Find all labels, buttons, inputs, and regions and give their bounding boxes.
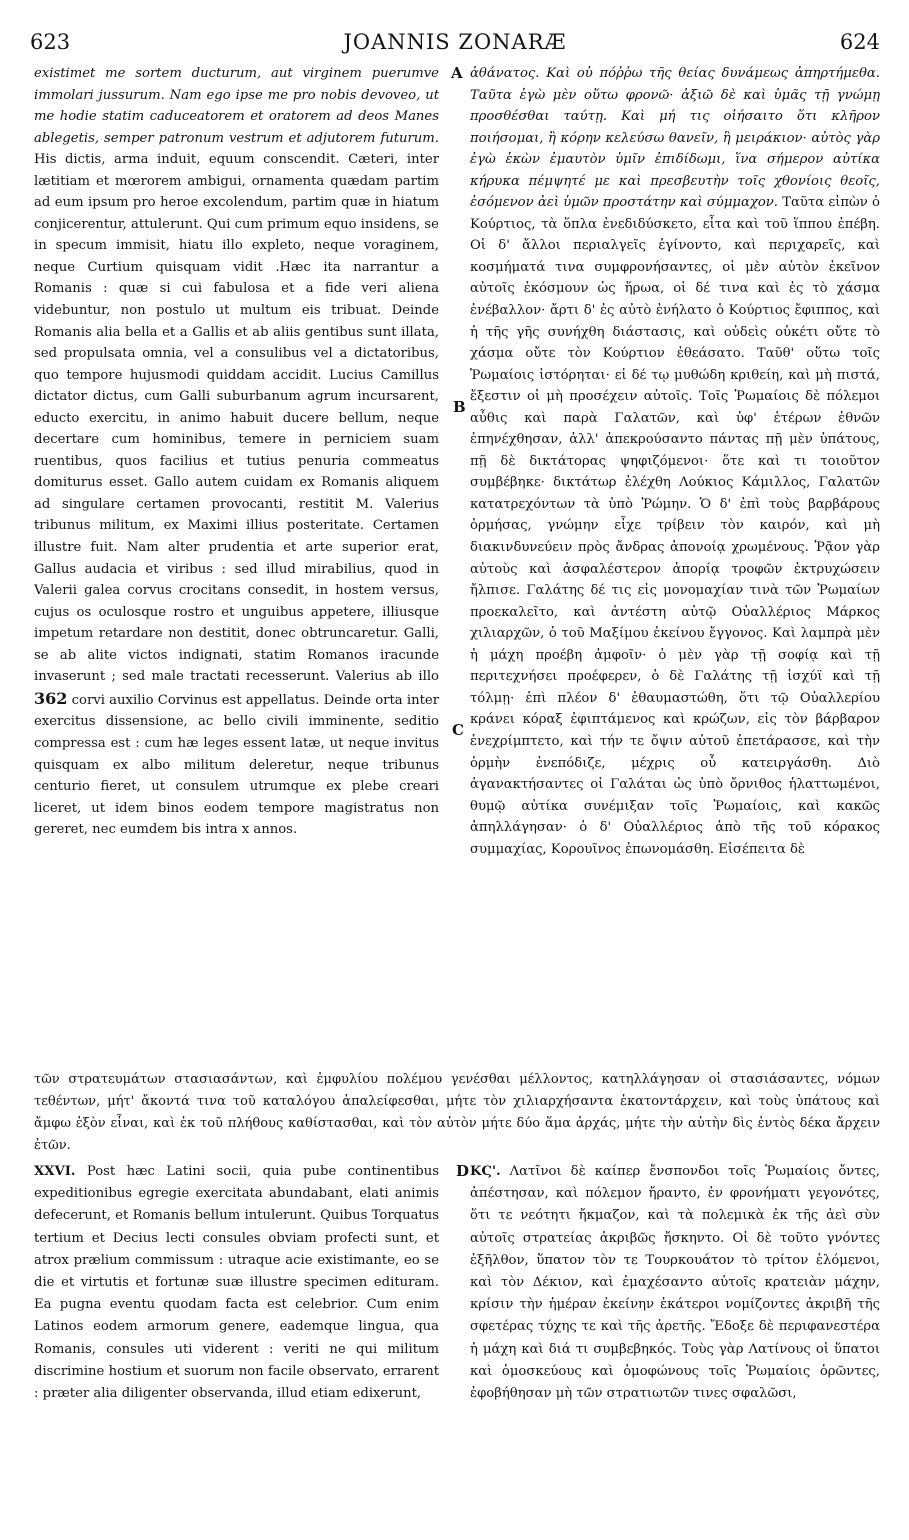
margin-marker-a: A bbox=[451, 64, 463, 82]
margin-marker-d: D bbox=[456, 1162, 470, 1180]
latin-text-a: His dictis, arma induit, equum conscendit. Cæteri, inter lætitiam et mœrorem ambigui, ornamenta quædam partim ad eum ipsum pro heroe excolendum, partim quæ in hiatum conjicerentur, attulerunt. Qui cum primum equo insidens, se in specum immisit, hiatu illo expleto, neque voraginem, neque Curtium quisquam vidit .Hæc ita narrantur a Romanis : quæ si cui fabulosa et a fide veri aliena videbuntur, non postulo ut multum eis tribuat. Deinde Romanis alia bella et a Gallis et ab aliis gentibus sunt illata, sed propulsata omnia, vel a consulibus vel a dictatoribus, quo tempore hujusmodi quiddam accidit. Lucius Camillus dictator dictus, cum Galli suburbanum agrum incursarent, educto exercitu, in animo habuit ducere bellum, neque decertare cum hominibus, temere in perniciem suam ruentibus, quos facilius et tutius penuria commeatus domiturus esset. Gallo autem cuidam ex Romanis aliquem ad singulare certamen provocanti, restitit M. Valerius tribunus militum, ex Maximi illius posteritate. Certamen illustre fuit. Nam alter prudentia et arte superior erat, Gallus audacia et viribus : sed illud mirabilius, quod in Valerii galea corvus crocitans consedit, in hostem versus, cujus os oculosque rostro et unguibus appetere, illiusque impetum retardare non destitit, donec obtruncaretur. Galli, se ab alite victos indignati, statim Romanos iracunde invaserunt ; sed male tractati recesserunt. Valerius ab illo bbox=[34, 152, 439, 685]
greek-full-text: τῶν στρατευμάτων στασιασάντων, καὶ ἐμφυλίου πολέμου γενέσθαι μέλλοντος, κατηλλάγησαν οἱ στασιάσαντες, νόμων τεθέντων, μήτ' ἄκοντά τινα τοῦ καταλόγου ἀπαλείφεσθαι, μήτε τὸν χιλιαρχήσαντα ἑκατοντάρχειν, καὶ τοὺς ὑπάτους καὶ ἄμφω ἐξὸν εἶναι, καὶ ἐκ τοῦ πλήθους καθίστασθαι, καὶ τὸν αὐτὸν μήτε δύο ἅμα ἀρχάς, μήτε τὴν αὐτὴν δὶς ἐντὸς δέκα ἄρχειν ἐτῶν. bbox=[34, 1072, 880, 1153]
latin-column-top bbox=[34, 63, 439, 841]
latin-speech-italic: existimet me sortem ducturum, aut virginem puerumve immolari jussurum. Nam ego ipse me pro nobis devoveo, ut me hodie statim caduceatorem et oratorem ad deos Manes ablegetis, semper patronum vestrum et adjutorem futurum. bbox=[34, 66, 439, 146]
greek-speech-italic: ἀθάνατος. Καὶ οὐ πόῤῥω τῆς θείας δυνάμεως ἀπηρτήμεθα. Ταῦτα ἐγὼ μὲν οὕτω φρονῶ· ἀξιῶ δὲ καὶ ὑμᾶς τῇ γνώμῃ προσθέσθαι ταύτῃ. Καὶ μή τις οἰήσαιτο ὅτι κλῆρον ποιήσομαι, ἢ κόρην κελεύσω θανεῖν, ἢ μειράκιον· αὐτὸς γὰρ ἐγὼ ἑκὼν ἐμαυτὸν ὑμῖν ἐπιδίδωμι, ἵνα σήμερον αὐτίκα κήρυκα πέμψητέ με καὶ πρεσβευτὴν τοῖς χθονίοις θεοῖς, ἐσόμενον ἀεὶ ὑμῶν προστάτην καὶ σύμμαχον. bbox=[470, 66, 880, 211]
greek-text: Ταῦτα εἰπὼν ὁ Κούρτιος, τὰ ὅπλα ἐνεδιδύσκετο, εἶτα καὶ τοῦ ἵππου ἐπέβη. Οἱ δ' ἄλλοι περιαλγεῖς ἐγίνοντο, καὶ περιχαρεῖς, καὶ κοσμήματά τινα συμφρονήσαντες, οἱ μὲν αὐτὸν ἐκεῖνον αὐτοῖς ἐκόσμουν ὡς ἥρωα, οἱ δέ τινα καὶ ἐς τὸ χάσμα ἐνέβαλλον· ἄρτι δ' ἐς αὐτὸ ἐνήλατο ὁ Κούρτιος ἔφιππος, καὶ ἡ τῆς γῆς συνήχθη διάστασις, καὶ οὐδεὶς οὐκέτι οὔτε τὸ χάσμα οὔτε τὸν Κούρτιον ἐθεάσατο. Ταῦθ' οὕτω τοῖς Ῥωμαίοις ἱστόρηται· εἰ δέ τῳ μυθώδη κριθείη, καὶ μὴ πιστά, ἔξεστιν οἱ μὴ προσέχειν αὐτοῖς. Τοῖς Ῥωμαίοις δὲ πόλεμοι αὖθις καὶ παρὰ Γαλατῶν, καὶ ὑφ' ἑτέρων ἐθνῶν ἐπηνέχθησαν, ἀλλ' ἀπεκρούσαντο πάντας πῇ μὲν ὑπάτους, πῇ δὲ δικτάτορας ψηφιζόμενοι· ὅτε καὶ τι τοιοῦτον συμβέβηκε· δικτάτωρ ἐλέχθη Λούκιος Κάμιλλος, Γαλατῶν κατατρεχόντων τὰ ὑπὸ Ῥώμην. Ὁ δ' ἐπὶ τοὺς βαρβάρους ὁρμήσας, γνώμην εἶχε τρίβειν τὸν καιρόν, καὶ μὴ διακινδυνεύειν πρὸς ἄνδρας ἀπονοίᾳ χρωμένους. Ῥᾷον γὰρ αὐτοὺς καὶ ἀσφαλέστερον ἀπορίᾳ τροφῶν ἐκτρυχώσειν ἤλπισε. Γαλάτης δέ τις εἰς μονομαχίαν τινὰ τῶν Ῥωμαίων προεκαλεῖτο, καὶ ἀντέστη αὐτῷ Οὐαλλέριος Μάρκος χιλιαρχῶν, ὁ τοῦ Μαξίμου ἐκείνου ἔγγονος. Καὶ λαμπρὰ μὲν ἡ μάχη προέβη ἀμφοῖν· ὁ μὲν γὰρ τῇ σοφίᾳ καὶ τῇ περιτεχνήσει προέφερεν, ὁ δὲ Γαλάτης τῇ ἰσχύϊ καὶ τῇ τόλμῃ· ἐπὶ πλέον δ' ἐθαυμαστώθη, ὅτι τῷ Οὐαλλερίου κράνει κόραξ ἐφιπτάμενος καὶ κρώζων, εἰς τὸν βάρβαρον ἐνεχρίμπτετο, καὶ τήν τε ὄψιν αὐτοῦ ἐπετάρασσε, καὶ τὴν ὁρμὴν ἐνεπόδιζε, μέχρις οὗ κατειργάσθη. Διὸ ἀγανακτήσαντες οἱ Γαλάται ὡς ὑπὸ ὄρνιθος ἡλαττωμένοι, θυμῷ αὐτίκα συνέμιξαν τοῖς Ῥωμαίοις, καὶ κακῶς ἀπηλλάγησαν· ὁ δ' Οὐαλλέριος ἀπὸ τῆς τοῦ κόρακος συμμαχίας, Κορουῖνος ἐπωνομάσθη. Εἰσέπειτα δὲ bbox=[470, 195, 880, 857]
running-header bbox=[30, 30, 880, 60]
latin-column-bottom bbox=[34, 1161, 439, 1405]
latin-section-number: XXVI. bbox=[34, 1164, 76, 1179]
greek-section-paragraph bbox=[470, 1161, 880, 1405]
greek-column-bottom bbox=[470, 1161, 880, 1405]
greek-column-top bbox=[470, 63, 880, 860]
page-number-left: 623 bbox=[30, 30, 71, 54]
latin-section-text: Post hæc Latini socii, quia pube continentibus expeditionibus egregie exercitata abundabant, elati animis defecerunt, et Romanis bellum intulerunt. Quibus Torquatus tertium et Decius lecti consules obviam profecti sunt, et atrox prælium commissum : utraque acie existimante, eo se die et virtutis et fortunæ suæ illustre specimen edituram. Ea pugna eventu quodam facta est celebrior. Cum enim Latinos eodem armorum genere, eademque lingua, qua Romanis, consules uti viderent : veriti ne qui militum discrimine hostium et suorum non facile observato, errarent : præter alia diligenter observanda, illud etiam edixerunt, bbox=[34, 1164, 439, 1402]
greek-section-number: ΚϚ'. bbox=[470, 1164, 501, 1179]
margin-marker-c: C bbox=[452, 721, 464, 739]
latin-paragraph bbox=[34, 63, 439, 841]
margin-marker-b: B bbox=[453, 398, 466, 416]
greek-section-text: Λατῖνοι δὲ καίπερ ἔνσπονδοι τοῖς Ῥωμαίοις ὄντες, ἀπέστησαν, καὶ πόλεμον ἤραντο, ἐν φρονήματι γεγονότες, ὅτι τε νεότητι ἤκμαζον, καὶ τὰ πολεμικὰ ἐκ τῆς ἀεὶ σὺν αὐτοῖς στρατείας ἀκριβῶς ἤσκηντο. Οἱ δὲ τοῦτο γνόντες ἐξῆλθον, ὕπατον τὸν τε Τουρκουάτον τὸ τρίτον ἑλόμενοι, καὶ τὸν Δέκιον, καὶ ἐμαχέσαντο αὐτοῖς κρατειὰν μάχην, κρίσιν τὴν ἡμέραν ἐκείνην ἑκάτεροι νομίζοντες ἀκριβῆ τῆς σφετέρας τύχης τε καὶ τῆς ἀρετῆς. Ἔδοξε δὲ περιφανεστέρα ἡ μάχη καὶ διά τι συμβεβηκός. Τοὺς γὰρ Λατίνους οἱ ὕπατοι καὶ ὁμοσκεύους καὶ ὁμοφώνους τοῖς Ῥωμαίοις ὁρῶντες, ἐφοβήθησαν μὴ τῶν στρατιωτῶν τινες σφαλῶσι, bbox=[470, 1164, 880, 1402]
running-title: JOANNIS ZONARÆ bbox=[343, 30, 567, 54]
latin-section-paragraph bbox=[34, 1161, 439, 1405]
greek-full-width-passage bbox=[34, 1069, 880, 1157]
greek-paragraph bbox=[470, 63, 880, 860]
latin-text-b: corvi auxilio Corvinus est appellatus. Deinde orta inter exercitus dissensione, ac bello civili imminente, seditio compressa est : cum hæ leges essent latæ, ut neque invitus quisquam ex albo militum deleretur, neque tribunus centurio fieret, ut consulem utrumque ex plebe creari liceret, ut idem binos eodem tempore magistratus non gereret, nec eumdem bis intra x annos. bbox=[34, 692, 439, 838]
inline-page-number: 362 bbox=[34, 688, 68, 708]
page-number-right: 624 bbox=[839, 30, 880, 54]
